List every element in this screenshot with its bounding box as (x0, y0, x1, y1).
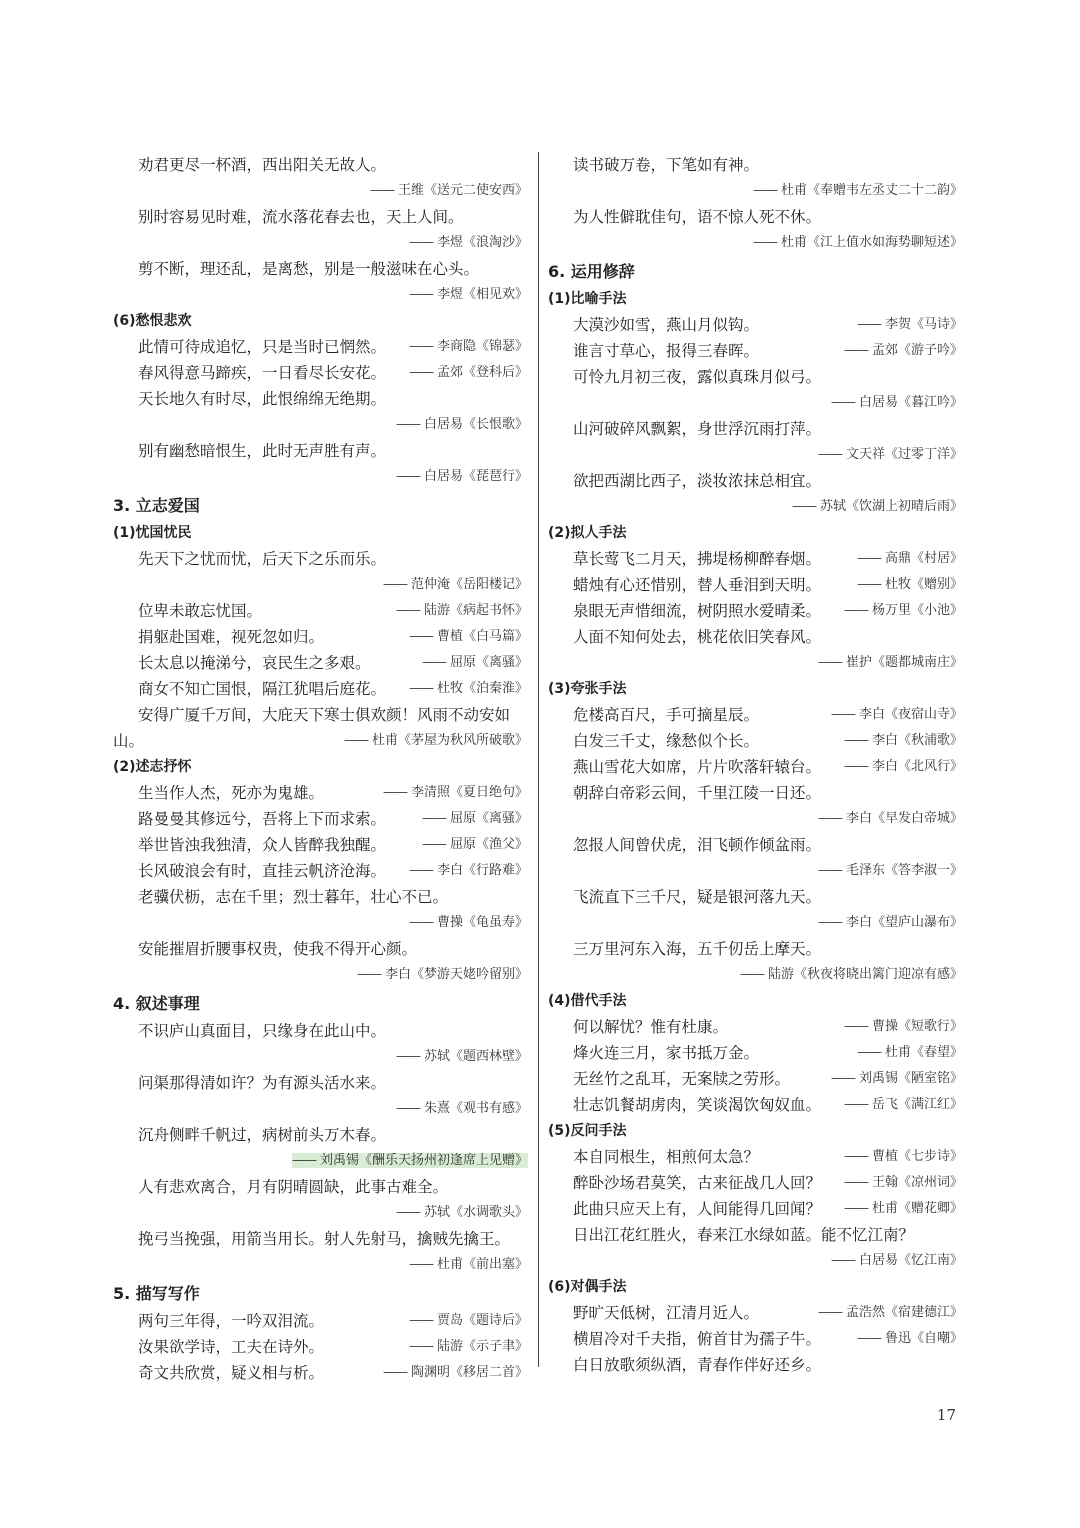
verse-text: 本自同根生，相煎何太急？ (573, 1148, 760, 1166)
source-dash: —— (408, 339, 433, 354)
verse-text: 位卑未敢忘忧国。 (138, 602, 263, 620)
verse-line-with-source (548, 702, 963, 728)
subsection-heading: (2)拟人手法 (548, 525, 627, 541)
subsection-heading: (5)反问手法 (548, 1123, 627, 1139)
verse-line: 人有悲欢离合，月有阴晴圆缺，此事古难全。 (138, 1178, 449, 1196)
source-dash: —— (856, 1331, 881, 1346)
source-text: 李白《秋浦歌》 (871, 733, 963, 748)
verse-line-with-source (548, 1326, 963, 1352)
verse-line-with-source (113, 1360, 528, 1386)
poem-source (831, 1066, 963, 1092)
poem-source (396, 1101, 528, 1116)
poem-source (818, 863, 963, 878)
source-text: 苏轼《水调歌头》 (423, 1205, 528, 1220)
verse-line: 问渠那得清如许？为有源头活水来。 (138, 1074, 387, 1092)
source-text: 曹植《白马篇》 (436, 629, 528, 644)
verse-text: 奇文共欣赏，疑义相与析。 (138, 1364, 325, 1382)
verse-text: 商女不知亡国恨，隔江犹唱后庭花。 (138, 680, 387, 698)
verse-text: 何以解忧？惟有杜康。 (573, 1018, 729, 1036)
verse-text: 危楼高百尺，手可摘星辰。 (573, 706, 760, 724)
source-dash: —— (395, 603, 420, 618)
source-line (548, 858, 963, 884)
source-text: 刘禹锡《陋室铭》 (858, 1071, 963, 1086)
verse-line-with-source (548, 598, 963, 624)
source-text: 白居易《暮江吟》 (858, 395, 963, 410)
source-dash: —— (408, 1313, 433, 1328)
poem-source (422, 806, 528, 832)
source-text: 李白《望庐山瀑布》 (845, 915, 963, 930)
page-number: 17 (936, 1406, 956, 1424)
subsection-heading: (4)借代手法 (548, 993, 627, 1009)
verse-text: 此曲只应天上有，人间能得几回闻？ (573, 1200, 822, 1218)
source-line (548, 650, 963, 676)
source-text: 曹操《短歌行》 (871, 1019, 963, 1034)
verse-text: 横眉冷对千夫指，俯首甘为孺子牛。 (573, 1330, 822, 1348)
verse-text: 泉眼无声惜细流，树阴照水爱晴柔。 (573, 602, 822, 620)
verse-line: 朝辞白帝彩云间，千里江陵一日还。 (573, 784, 822, 802)
source-text: 杜甫《奉赠韦左丞丈二十二韵》 (780, 183, 963, 198)
poem-source (753, 183, 963, 198)
poem-source (409, 858, 528, 884)
poem-source (383, 577, 528, 592)
source-text: 杜甫《前出塞》 (436, 1257, 528, 1272)
poem-source (753, 235, 963, 250)
verse-text: 长太息以掩涕兮，哀民生之多艰。 (138, 654, 371, 672)
poem-source (409, 676, 528, 702)
subsection-heading: (1)忧国忧民 (113, 525, 192, 541)
poem-source (409, 1257, 528, 1272)
source-dash: —— (817, 811, 842, 826)
verse-text: 野旷天低树，江清月近人。 (573, 1304, 760, 1322)
verse-line-with-source (548, 312, 963, 338)
source-text: 贾岛《题诗后》 (436, 1313, 528, 1328)
source-text: 孟郊《游子吟》 (871, 343, 963, 358)
source-line (113, 1252, 528, 1278)
verse-line-with-source (113, 858, 528, 884)
verse-line-with-source (548, 1300, 963, 1326)
source-dash: —— (382, 785, 407, 800)
source-text: 曹操《龟虽寿》 (436, 915, 528, 930)
verse-text: 两句三年得，一吟双泪流。 (138, 1312, 325, 1330)
poem-source (357, 967, 528, 982)
poem-source (396, 1049, 528, 1064)
verse-line: 安能摧眉折腰事权贵，使我不得开心颜。 (138, 940, 418, 958)
source-text: 杜牧《赠别》 (884, 577, 963, 592)
source-text: 李煜《相见欢》 (436, 287, 528, 302)
source-dash: —— (830, 1071, 855, 1086)
source-dash: —— (369, 183, 394, 198)
source-text: 李白《梦游天姥吟留别》 (384, 967, 528, 982)
source-line (113, 464, 528, 490)
source-text: 高鼎《村居》 (884, 551, 963, 566)
source-text: 杜甫《春望》 (884, 1045, 963, 1060)
source-dash: —— (408, 863, 433, 878)
poem-source (740, 967, 963, 982)
source-dash: —— (382, 577, 407, 592)
source-dash: —— (739, 967, 764, 982)
source-text: 李商隐《锦瑟》 (436, 339, 528, 354)
verse-line-with-source (548, 546, 963, 572)
verse-text: 烽火连三月，家书抵万金。 (573, 1044, 760, 1062)
subsection-heading: (2)述志抒怀 (113, 759, 192, 775)
source-text: 岳飞《满江红》 (871, 1097, 963, 1112)
verse-line: 剪不断，理还乱，是离愁，别是一般滋味在心头。 (138, 260, 480, 278)
source-line (113, 1044, 528, 1070)
verse-line: 不识庐山真面目，只缘身在此山中。 (138, 1022, 387, 1040)
source-dash: —— (830, 707, 855, 722)
verse-text: 无丝竹之乱耳，无案牍之劳形。 (573, 1070, 791, 1088)
poem-source (818, 811, 963, 826)
source-text: 苏轼《题西林壁》 (423, 1049, 528, 1064)
verse-line: 欲把西湖比西子，淡妆浓抹总相宜。 (573, 472, 822, 490)
poem-source (844, 1170, 963, 1196)
poem-source (844, 1144, 963, 1170)
source-dash: —— (817, 915, 842, 930)
source-line (548, 910, 963, 936)
verse-text: 捐躯赴国难，视死忽如归。 (138, 628, 325, 646)
source-line (113, 230, 528, 256)
source-dash: —— (421, 837, 446, 852)
verse-line-with-source (113, 832, 528, 858)
verse-line: 飞流直下三千尺，疑是银河落九天。 (573, 888, 822, 906)
section-heading: 3. 立志爱国 (113, 496, 200, 515)
source-dash: —— (830, 1253, 855, 1268)
poem-source (844, 1092, 963, 1118)
source-dash: —— (395, 1101, 420, 1116)
source-dash: —— (408, 629, 433, 644)
source-text: 刘禹锡《酬乐天扬州初逢席上见赠》 (319, 1153, 528, 1168)
poem-source (844, 598, 963, 624)
poem-source (792, 499, 963, 514)
source-dash: —— (752, 183, 777, 198)
poem-source (396, 598, 528, 624)
poem-source (818, 447, 963, 462)
source-text: 杜甫《茅屋为秋风所破歌》 (371, 733, 528, 748)
source-text: 白居易《长恨歌》 (423, 417, 528, 432)
verse-line-with-source (548, 1196, 963, 1222)
source-line (113, 282, 528, 308)
verse-text: 醉卧沙场君莫笑，古来征战几人回？ (573, 1174, 822, 1192)
verse-line-with-source (548, 1092, 963, 1118)
verse-line: 人面不知何处去，桃花依旧笑春风。 (573, 628, 822, 646)
source-text: 李煜《浪淘沙》 (436, 235, 528, 250)
source-dash: —— (791, 499, 816, 514)
source-dash: —— (408, 1339, 433, 1354)
subsection-heading: (3)夸张手法 (548, 681, 627, 697)
verse-text: 燕山雪花大如席，片片吹落轩辕台。 (573, 758, 822, 776)
source-dash: —— (817, 863, 842, 878)
subsection-heading: (6)对偶手法 (548, 1279, 627, 1295)
verse-text: 大漠沙如雪，燕山月似钩。 (573, 316, 760, 334)
source-text: 陶渊明《移居二首》 (410, 1365, 528, 1380)
poem-source (818, 915, 963, 930)
source-line (548, 806, 963, 832)
verse-line-with-source (113, 806, 528, 832)
subsection-heading: (1)比喻手法 (548, 291, 627, 307)
source-dash: —— (843, 733, 868, 748)
poem-source (409, 1334, 528, 1360)
source-line (113, 1148, 528, 1174)
source-dash: —— (382, 1365, 407, 1380)
poem-source (370, 183, 528, 198)
source-text: 孟浩然《宿建德江》 (845, 1305, 963, 1320)
verse-line: 挽弓当挽强，用箭当用长。射人先射马，擒贼先擒王。 (138, 1230, 511, 1248)
source-text: 李白《夜宿山寺》 (858, 707, 963, 722)
column-divider (538, 152, 539, 1367)
poem-source (422, 832, 528, 858)
poem-source (831, 395, 963, 410)
poem-source (818, 655, 963, 670)
source-dash: —— (356, 967, 381, 982)
source-dash: —— (856, 317, 881, 332)
verse-line-with-source (113, 1308, 528, 1334)
poem-source (409, 235, 528, 250)
source-dash: —— (843, 1149, 868, 1164)
poem-source (383, 1360, 528, 1386)
verse-line: 先天下之忧而忧，后天下之乐而乐。 (138, 550, 387, 568)
source-dash: —— (843, 603, 868, 618)
verse-line: 三万里河东入海，五千仞岳上摩天。 (573, 940, 822, 958)
verse-line-with-source (548, 1014, 963, 1040)
source-line (548, 962, 963, 988)
source-dash: —— (395, 417, 420, 432)
source-line (113, 1200, 528, 1226)
source-text: 王维《送元二使安西》 (397, 183, 528, 198)
verse-text: 举世皆浊我独清，众人皆醉我独醒。 (138, 836, 387, 854)
source-text: 杜甫《赠花卿》 (871, 1201, 963, 1216)
poem-source (409, 1308, 528, 1334)
verse-text: 草长莺飞二月天，拂堤杨柳醉春烟。 (573, 550, 822, 568)
source-text: 文天祥《过零丁洋》 (845, 447, 963, 462)
verse-text: 汝果欲学诗，工夫在诗外。 (138, 1338, 325, 1356)
verse-text: 长风破浪会有时，直挂云帆济沧海。 (138, 862, 387, 880)
source-dash: —— (817, 1305, 842, 1320)
poem-source (422, 650, 528, 676)
verse-line-with-source (113, 728, 528, 754)
source-text: 李白《早发白帝城》 (845, 811, 963, 826)
source-text: 陆游《病起书怀》 (423, 603, 528, 618)
source-text: 陆游《示子聿》 (436, 1339, 528, 1354)
poem-source (409, 360, 528, 386)
poem-source (396, 417, 528, 432)
source-text: 曹植《七步诗》 (871, 1149, 963, 1164)
poem-source (844, 1014, 963, 1040)
source-text: 崔护《题都城南庄》 (845, 655, 963, 670)
source-dash: —— (408, 235, 433, 250)
source-line (548, 390, 963, 416)
source-dash: —— (421, 811, 446, 826)
source-text: 陆游《秋夜将晓出篱门迎凉有感》 (767, 967, 963, 982)
source-line (113, 178, 528, 204)
subsection-heading: (6)愁恨悲欢 (113, 313, 192, 329)
source-dash: —— (843, 1019, 868, 1034)
verse-line: 别时容易见时难，流水落花春去也，天上人间。 (138, 208, 464, 226)
verse-line: 读书破万卷，下笔如有神。 (573, 156, 760, 174)
poem-source (409, 915, 528, 930)
source-dash: —— (843, 343, 868, 358)
poem-source (409, 334, 528, 360)
source-text: 杜牧《泊秦淮》 (436, 681, 528, 696)
verse-line-with-source (548, 572, 963, 598)
source-dash: —— (843, 1097, 868, 1112)
source-line (113, 412, 528, 438)
source-text: 李清照《夏日绝句》 (410, 785, 528, 800)
source-dash: —— (856, 577, 881, 592)
verse-line-with-source (548, 1144, 963, 1170)
source-dash: —— (817, 447, 842, 462)
source-text: 杨万里《小池》 (871, 603, 963, 618)
source-text: 朱熹《观书有感》 (423, 1101, 528, 1116)
section-heading: 4. 叙述事理 (113, 994, 200, 1013)
source-text: 范仲淹《岳阳楼记》 (410, 577, 528, 592)
verse-text: 山。 (113, 732, 145, 750)
verse-line: 可怜九月初三夜，露似真珠月似弓。 (573, 368, 822, 386)
verse-line: 别有幽愁暗恨生，此时无声胜有声。 (138, 442, 387, 460)
verse-line-with-source (548, 754, 963, 780)
verse-line-with-source (113, 624, 528, 650)
poem-source (844, 1196, 963, 1222)
source-line (548, 442, 963, 468)
verse-text: 路曼曼其修远兮，吾将上下而求索。 (138, 810, 387, 828)
verse-line-with-source (113, 598, 528, 624)
verse-text: 春风得意马蹄疾，一日看尽长安花。 (138, 364, 387, 382)
source-dash: —— (408, 1257, 433, 1272)
section-heading: 5. 描写写作 (113, 1284, 200, 1303)
poem-source (383, 780, 528, 806)
source-text: 王翰《凉州词》 (871, 1175, 963, 1190)
section-heading: 6. 运用修辞 (548, 262, 635, 281)
source-text: 白居易《琵琶行》 (423, 469, 528, 484)
verse-line-with-source (113, 1334, 528, 1360)
source-line (113, 572, 528, 598)
left-column (113, 152, 528, 1386)
source-text: 李白《北风行》 (871, 759, 963, 774)
verse-line: 劝君更尽一杯酒，西出阳关无故人。 (138, 156, 387, 174)
source-dash: —— (843, 1201, 868, 1216)
source-dash: —— (343, 733, 368, 748)
verse-line: 山河破碎风飘絮，身世浮沉雨打萍。 (573, 420, 822, 438)
right-column (548, 152, 963, 1378)
verse-line-with-source (548, 1170, 963, 1196)
verse-line: 白日放歌须纵酒，青春作伴好还乡。 (573, 1356, 822, 1374)
source-text: 毛泽东《答李淑一》 (845, 863, 963, 878)
poem-source (831, 702, 963, 728)
verse-text: 此情可待成追忆，只是当时已惘然。 (138, 338, 387, 356)
poem-source (396, 1205, 528, 1220)
verse-text: 壮志饥餐胡虏肉，笑谈渴饮匈奴血。 (573, 1096, 822, 1114)
verse-line: 为人性僻耽佳句，语不惊人死不休。 (573, 208, 822, 226)
source-text: 屈原《渔父》 (449, 837, 528, 852)
poem-source (396, 469, 528, 484)
source-text: 李贺《马诗》 (884, 317, 963, 332)
poem-source (292, 1153, 528, 1168)
verse-line: 安得广厦千万间，大庇天下寒士俱欢颜！风雨不动安如 (138, 706, 511, 724)
poem-source (844, 338, 963, 364)
verse-text: 谁言寸草心，报得三春晖。 (573, 342, 760, 360)
verse-line: 忽报人间曾伏虎，泪飞顿作倾盆雨。 (573, 836, 822, 854)
poem-source (857, 546, 963, 572)
verse-line: 老骥伏枥，志在千里；烈士暮年，壮心不已。 (138, 888, 449, 906)
poem-source (844, 754, 963, 780)
source-dash: —— (421, 655, 446, 670)
source-dash: —— (408, 681, 433, 696)
verse-text: 白发三千丈，缘愁似个长。 (573, 732, 760, 750)
poem-source (857, 572, 963, 598)
verse-line-with-source (548, 338, 963, 364)
poem-source (409, 287, 528, 302)
verse-line-with-source (113, 676, 528, 702)
source-dash: —— (408, 287, 433, 302)
source-dash: —— (856, 551, 881, 566)
source-dash: —— (395, 1049, 420, 1064)
verse-line-with-source (113, 650, 528, 676)
source-dash: —— (291, 1153, 316, 1168)
source-text: 孟郊《登科后》 (436, 365, 528, 380)
source-dash: —— (395, 469, 420, 484)
verse-line-with-source (548, 1066, 963, 1092)
verse-line-with-source (113, 780, 528, 806)
source-line (548, 178, 963, 204)
verse-line-with-source (548, 728, 963, 754)
verse-line: 日出江花红胜火，春来江水绿如蓝。能不忆江南？ (573, 1226, 915, 1244)
source-line (113, 910, 528, 936)
source-dash: —— (830, 395, 855, 410)
verse-line-with-source (113, 334, 528, 360)
poem-source (831, 1253, 963, 1268)
verse-line: 天长地久有时尽，此恨绵绵无绝期。 (138, 390, 387, 408)
source-dash: —— (752, 235, 777, 250)
verse-text: 生当作人杰，死亦为鬼雄。 (138, 784, 325, 802)
verse-line: 沉舟侧畔千帆过，病树前头万木春。 (138, 1126, 387, 1144)
poem-source (857, 1326, 963, 1352)
source-dash: —— (856, 1045, 881, 1060)
source-dash: —— (408, 915, 433, 930)
source-dash: —— (817, 655, 842, 670)
verse-line-with-source (548, 1040, 963, 1066)
source-line (548, 494, 963, 520)
poem-source (857, 1040, 963, 1066)
source-dash: —— (843, 1175, 868, 1190)
source-dash: —— (843, 759, 868, 774)
poem-source (344, 728, 528, 754)
source-text: 李白《行路难》 (436, 863, 528, 878)
source-text: 苏轼《饮湖上初晴后雨》 (819, 499, 963, 514)
source-line (113, 962, 528, 988)
poem-source (818, 1300, 963, 1326)
poem-source (857, 312, 963, 338)
source-text: 鲁迅《自嘲》 (884, 1331, 963, 1346)
poem-source (409, 624, 528, 650)
source-dash: —— (395, 1205, 420, 1220)
poem-source (844, 728, 963, 754)
verse-line-with-source (113, 360, 528, 386)
source-line (113, 1096, 528, 1122)
source-dash: —— (408, 365, 433, 380)
source-text: 屈原《离骚》 (449, 655, 528, 670)
verse-text: 蜡烛有心还惜别，替人垂泪到天明。 (573, 576, 822, 594)
source-text: 杜甫《江上值水如海势聊短述》 (780, 235, 963, 250)
source-line (548, 230, 963, 256)
source-text: 屈原《离骚》 (449, 811, 528, 826)
source-text: 白居易《忆江南》 (858, 1253, 963, 1268)
source-line (548, 1248, 963, 1274)
